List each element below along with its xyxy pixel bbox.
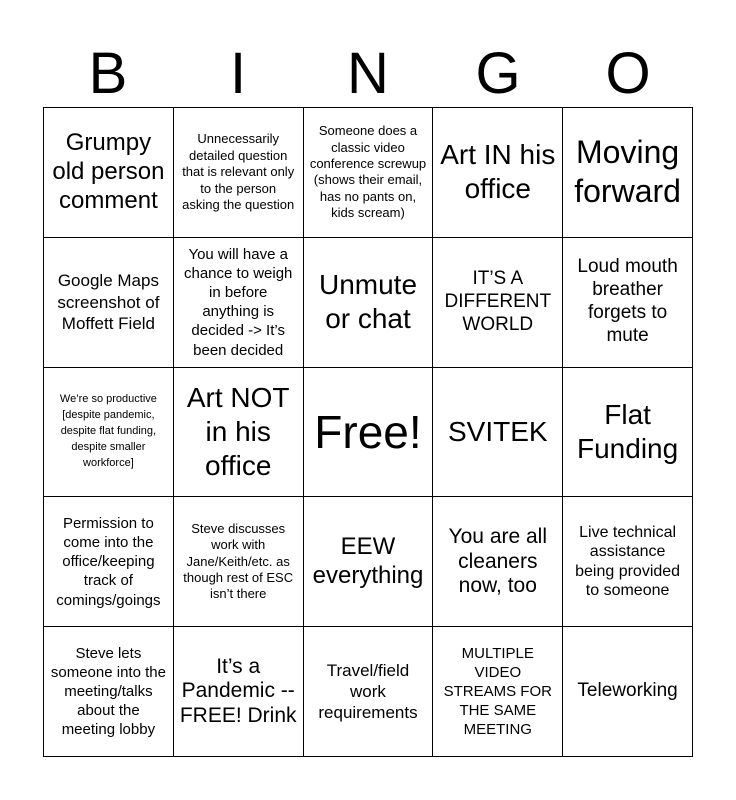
bingo-cell-r1c1[interactable]	[44, 108, 174, 238]
bingo-card-grid	[43, 107, 693, 757]
cell-text: Grumpy old person comment	[52, 129, 165, 214]
bingo-cell-r5c3[interactable]	[304, 627, 434, 757]
cell-text: Permission to come into the office/keeping track of comings/goings	[56, 514, 161, 609]
bingo-cell-r3c2[interactable]	[174, 368, 304, 498]
cell-text: Live technical assistance being provided to someone	[575, 523, 681, 600]
cell-text: SVITEK	[447, 415, 548, 447]
cell-text: We’re so productive [despite pandemic, despite flat funding, despite smaller workforce]	[59, 393, 157, 469]
bingo-cell-r1c2[interactable]	[174, 108, 304, 238]
bingo-cell-r2c4[interactable]	[433, 238, 563, 368]
bingo-cell-r1c3[interactable]	[304, 108, 434, 238]
bingo-cell-r4c3[interactable]	[304, 497, 434, 627]
cell-text: IT’S A DIFFERENT WORLD	[444, 267, 552, 335]
cell-text: Loud mouth breather forgets to mute	[577, 256, 678, 347]
free-space-text: Free!	[314, 405, 422, 458]
cell-text: Someone does a classic video conference screwup (shows their email, has no pants on, kids scream)	[309, 123, 427, 221]
header-letter-i: I	[229, 41, 247, 106]
bingo-cell-r1c5[interactable]	[563, 108, 693, 238]
cell-text: Flat Funding	[577, 398, 679, 464]
cell-text: MULTIPLE VIDEO STREAMS FOR THE SAME MEETING	[443, 644, 552, 739]
cell-text: You are all cleaners now, too	[448, 524, 548, 598]
bingo-cell-r3c3[interactable]	[304, 368, 434, 498]
bingo-cell-r5c2[interactable]	[174, 627, 304, 757]
cell-text: Steve lets someone into the meeting/talks about the meeting lobby	[50, 644, 166, 739]
bingo-cell-r2c5[interactable]	[563, 238, 693, 368]
header-letter-o: O	[605, 41, 651, 106]
bingo-cell-r1c4[interactable]	[433, 108, 563, 238]
bingo-cell-r4c2[interactable]	[174, 497, 304, 627]
cell-text: You will have a chance to weigh in before anything is decided -> It’s been decided	[183, 245, 293, 359]
cell-text: Steve discusses work with Jane/Keith/etc. as though rest of ESC isn’t there	[183, 520, 294, 602]
bingo-cell-r2c1[interactable]	[44, 238, 174, 368]
bingo-cell-r2c3[interactable]	[304, 238, 434, 368]
header-letter-n: N	[347, 41, 389, 106]
cell-text: Google Maps screenshot of Moffett Field	[57, 271, 160, 333]
cell-text: EEW everything	[312, 532, 424, 589]
cell-text: Art IN his office	[440, 139, 556, 205]
bingo-cell-r5c4[interactable]	[433, 627, 563, 757]
bingo-cell-r2c2[interactable]	[174, 238, 304, 368]
bingo-cell-r5c1[interactable]	[44, 627, 174, 757]
header-letter-g: G	[475, 41, 521, 106]
bingo-cell-r3c4[interactable]	[433, 368, 563, 498]
bingo-cell-r4c1[interactable]	[44, 497, 174, 627]
bingo-header	[43, 40, 693, 108]
bingo-cell-r4c5[interactable]	[563, 497, 693, 627]
cell-text: It’s a Pandemic -- FREE! Drink	[179, 654, 297, 727]
header-letter-b: B	[88, 41, 128, 106]
bingo-cell-r4c4[interactable]	[433, 497, 563, 627]
cell-text: Teleworking	[577, 680, 678, 702]
cell-text: Travel/field work requirements	[318, 660, 418, 723]
cell-text: Unmute or chat	[318, 269, 418, 335]
bingo-cell-r3c5[interactable]	[563, 368, 693, 498]
bingo-cell-r3c1[interactable]	[44, 368, 174, 498]
cell-text: Unnecessarily detailed question that is relevant only to the person asking the question	[182, 131, 295, 212]
bingo-cell-r5c5[interactable]	[563, 627, 693, 757]
cell-text: Moving forward	[574, 134, 681, 210]
cell-text: Art NOT in his office	[186, 381, 290, 482]
